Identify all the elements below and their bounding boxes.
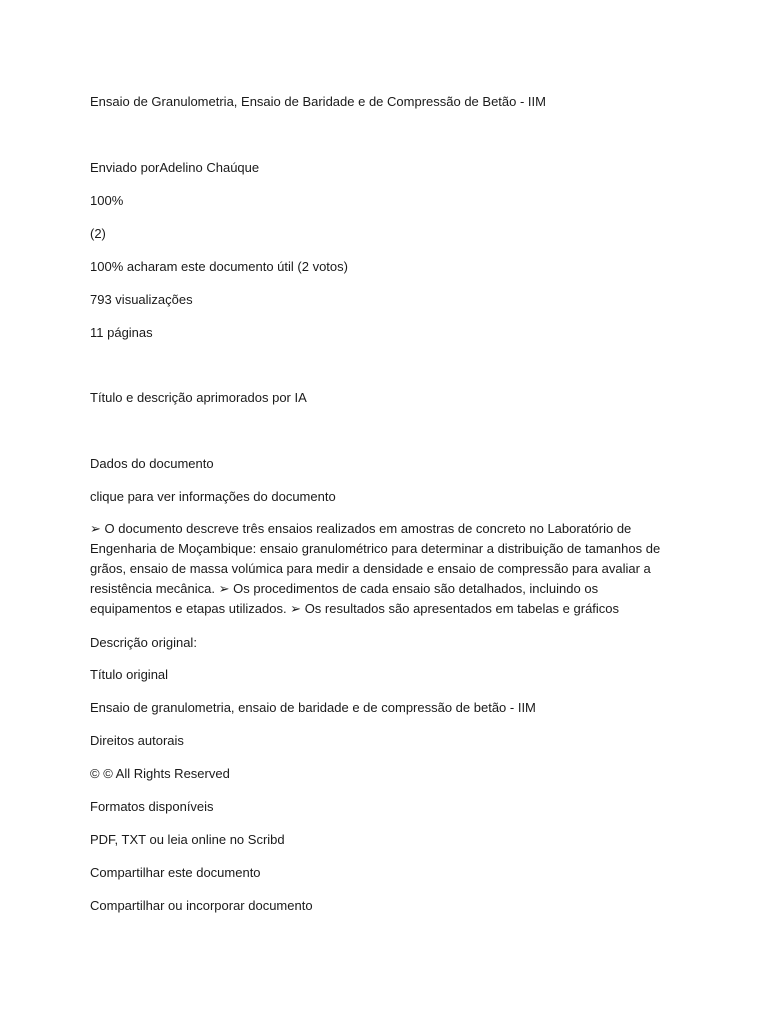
original-description-label: Descrição original: — [90, 635, 197, 650]
document-info-link[interactable]: clique para ver informações do documento — [90, 489, 336, 504]
share-embed-link[interactable]: Compartilhar ou incorporar documento — [90, 898, 313, 913]
ai-enhanced-note: Título e descrição aprimorados por IA — [90, 390, 307, 405]
document-data-heading: Dados do documento — [90, 456, 214, 471]
rating-percent: 100% — [90, 193, 124, 208]
copyright-label: Direitos autorais — [90, 733, 184, 748]
original-title-label: Título original — [90, 667, 169, 682]
formats-label: Formatos disponíveis — [90, 799, 214, 814]
rating-count: (2) — [90, 226, 106, 241]
copyright-value: © © All Rights Reserved — [90, 766, 230, 781]
share-document-label: Compartilhar este documento — [90, 865, 261, 880]
views-count: 793 visualizações — [90, 292, 193, 307]
helpful-summary: 100% acharam este documento útil (2 votos) — [90, 259, 348, 274]
page-count: 11 páginas — [90, 325, 153, 340]
document-title: Ensaio de Granulometria, Ensaio de Baridade e de Compressão de Betão - IIM — [90, 94, 546, 109]
document-description: ➢ O documento descreve três ensaios realizados em amostras de concreto no Laboratório de Engenharia de Moçambique: ensaio granulométrico para determinar a distribuição de tamanhos de grãos, ensaio de massa volúmica para medir a densidade e ensaio de compressão para avaliar a resistência mecânica. ➢ Os procedimentos de cada ensaio são detalhados, incluindo os equipamentos e etapas utilizados. ➢ Os resultados são apresentados em tabelas e gráficos — [90, 521, 661, 616]
formats-value: PDF, TXT ou leia online no Scribd — [90, 832, 285, 847]
uploader-info[interactable]: Enviado porAdelino Chaúque — [90, 160, 260, 175]
original-title: Ensaio de granulometria, ensaio de baridade e de compressão de betão - IIM — [90, 700, 536, 715]
